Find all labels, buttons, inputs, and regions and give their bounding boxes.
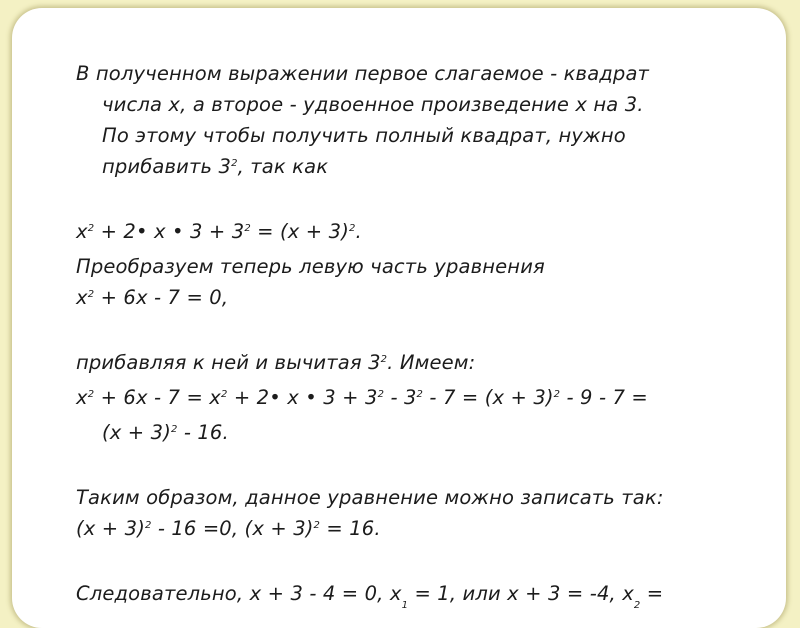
- identity-part: = (х + 3): [250, 220, 349, 243]
- expansion-part: + 6х - 7 = х: [94, 386, 221, 409]
- expansion-part: - 9 - 7 =: [560, 386, 648, 409]
- spacer: [76, 548, 756, 578]
- conclusion-part: Следовательно, х + 3 - 4 = 0, х: [76, 582, 402, 605]
- equation-line: [76, 282, 756, 317]
- exponent: 2: [87, 223, 95, 234]
- exponent: 2: [244, 223, 251, 234]
- exponent: 2: [380, 354, 388, 365]
- identity-part: + 2• х • 3 + 3: [94, 220, 245, 243]
- intro-line-2: числа х, а второе - удвоенное произведение х на 3.: [102, 93, 644, 116]
- subscript: 2: [633, 599, 641, 611]
- equation-part: + 6х - 7 = 0,: [94, 286, 229, 309]
- spacer: [76, 452, 756, 482]
- conclusion-part: =: [640, 582, 664, 605]
- exponent: 2: [231, 158, 238, 169]
- add-subtract-part: прибавляя к ней и вычитая 3: [76, 351, 381, 374]
- expansion-part: + 2• х • 3 + 3: [227, 386, 378, 409]
- add-subtract-part: . Имеем:: [387, 351, 476, 374]
- rewritten-part: (х + 3): [76, 517, 145, 540]
- expansion-part: - 7 = (х + 3): [423, 386, 554, 409]
- exponent: 2: [553, 389, 561, 400]
- exponent: 2: [87, 389, 95, 400]
- add-subtract-line: [76, 347, 756, 382]
- identity-part: х: [76, 220, 88, 243]
- intro-paragraph: [76, 58, 756, 186]
- exponent: 2: [144, 520, 152, 531]
- expansion-part: - 3: [384, 386, 417, 409]
- exponent: 2: [87, 289, 95, 300]
- transform-line: [76, 251, 756, 282]
- exponent: 2: [348, 223, 356, 234]
- intro-line-1: В полученном выражении первое слагаемое - квадрат: [76, 62, 650, 85]
- spacer: [76, 317, 756, 347]
- expansion-part: х: [76, 386, 88, 409]
- thus-text: Таким образом, данное уравнение можно записать так:: [76, 486, 664, 509]
- intro-line-3: По этому чтобы получить полный квадрат, нужно: [102, 124, 626, 147]
- exponent: 2: [313, 520, 321, 531]
- conclusion-line: [76, 578, 756, 618]
- expansion-part: - 16.: [177, 421, 229, 444]
- spacer: [76, 186, 756, 216]
- exponent: 2: [220, 389, 228, 400]
- expansion-paragraph: [76, 382, 756, 452]
- exponent: 2: [377, 389, 385, 400]
- equation-part: х: [76, 286, 88, 309]
- intro-line-4-suffix: , так как: [237, 155, 329, 178]
- exponent: 2: [416, 389, 424, 400]
- conclusion-part: = 1, или х + 3 = -4, х: [408, 582, 634, 605]
- transform-text: Преобразуем теперь левую часть уравнения: [76, 255, 545, 278]
- rewritten-part: = 16.: [320, 517, 381, 540]
- thus-line: [76, 482, 756, 513]
- identity-part: .: [355, 220, 362, 243]
- exponent: 2: [170, 424, 178, 435]
- slide-content: [76, 58, 756, 618]
- expansion-part: (х + 3): [102, 421, 171, 444]
- intro-line-4-prefix: прибавить 3: [102, 155, 232, 178]
- rewritten-part: - 16 =0, (х + 3): [151, 517, 314, 540]
- rewritten-line: [76, 513, 756, 548]
- identity-line: [76, 216, 756, 251]
- subscript: 1: [401, 599, 409, 611]
